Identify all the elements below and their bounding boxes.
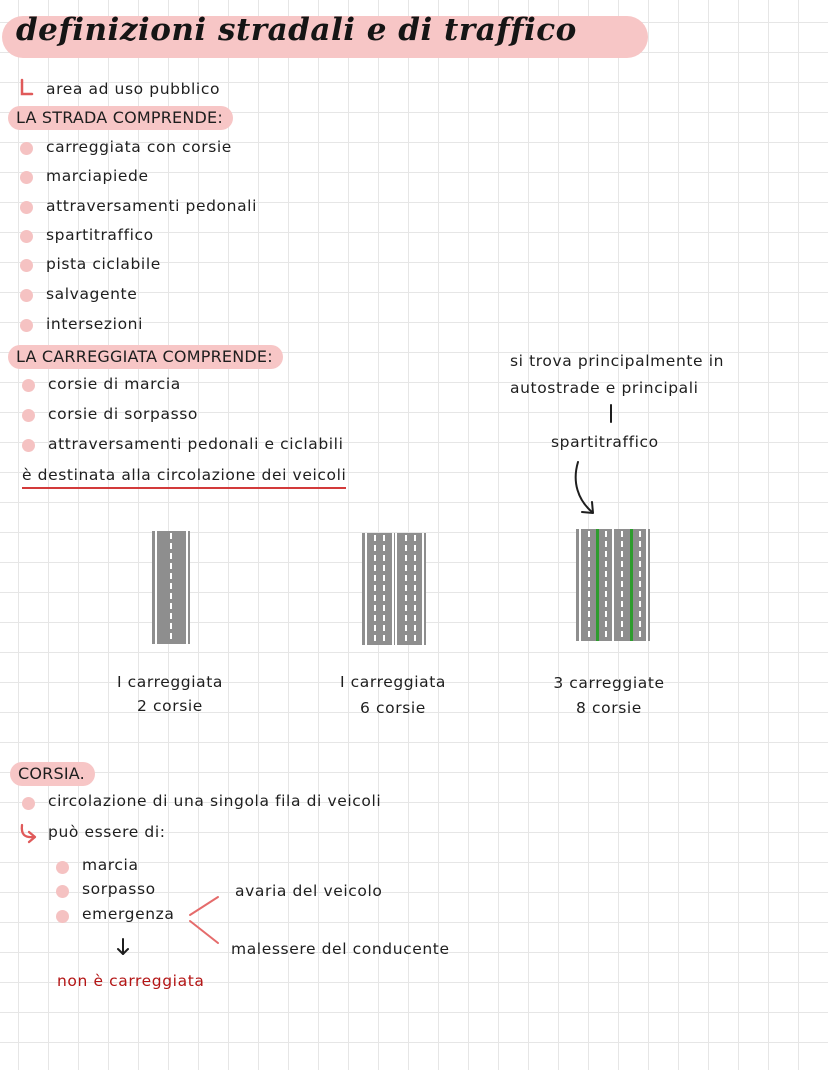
list-item: attraversamenti pedonali [46, 197, 257, 215]
branch-lines [188, 893, 232, 949]
strada-note: area ad uso pubblico [46, 80, 221, 98]
list-item: pista ciclabile [46, 255, 161, 273]
connector-line [608, 404, 614, 424]
road-edge-line [365, 533, 367, 645]
median-divider [630, 529, 633, 641]
list-item: corsie di sorpasso [48, 405, 198, 423]
road-edge-line [186, 531, 188, 644]
curved-arrow-icon [570, 460, 600, 520]
list-item: corsie di marcia [48, 375, 181, 393]
corsia-item: circolazione di una singola fila di veicoli [48, 792, 382, 810]
corsia-type: marcia [82, 856, 139, 874]
lane-divider [414, 535, 416, 643]
bullet-icon [20, 289, 33, 302]
bullet-icon [20, 142, 33, 155]
bullet-icon [20, 171, 33, 184]
corsia-heading: CORSIA. [10, 762, 95, 786]
list-item: marciapiede [46, 167, 149, 185]
corsia-type: sorpasso [82, 880, 156, 898]
bullet-icon [56, 910, 69, 923]
list-item: intersezioni [46, 315, 143, 333]
diagram-caption-1-line2: 2 corsie [137, 697, 203, 715]
diagram-caption-3-line2: 8 corsie [576, 699, 642, 717]
road-edge-line [646, 529, 648, 641]
bullet-icon [20, 259, 33, 272]
diagram-caption-1-line1: I carreggiata [116, 673, 224, 691]
bullet-icon [20, 319, 33, 332]
lane-divider [588, 531, 590, 639]
road-edge-line [579, 529, 581, 641]
bullet-icon [22, 797, 35, 810]
road-surface [362, 533, 426, 645]
bullet-icon [22, 439, 35, 452]
down-arrow-icon [116, 937, 130, 957]
bullet-icon [22, 379, 35, 392]
list-item: attraversamenti pedonali e ciclabili [48, 435, 344, 453]
corsia-note: non è carreggiata [57, 972, 205, 990]
lane-divider [383, 535, 385, 643]
corsia-sub: può essere di: [48, 823, 166, 841]
page-title: definizioni stradali e di traffico [16, 12, 577, 48]
diagram-caption-2-line2: 6 corsie [360, 699, 426, 717]
lane-divider [621, 531, 623, 639]
road-center-line [395, 533, 397, 645]
list-item: salvagente [46, 285, 138, 303]
strada-heading: LA STRADA COMPRENDE: [8, 106, 233, 130]
diagram-caption-3-line1: 3 carreggiate [553, 674, 665, 692]
lane-divider [405, 535, 407, 643]
lane-divider [639, 531, 641, 639]
lane-divider [170, 533, 172, 642]
hook-arrow-icon [18, 822, 40, 844]
lane-divider [374, 535, 376, 643]
road-edge-line [422, 533, 424, 645]
carreggiata-heading: LA CARREGGIATA COMPRENDE: [8, 345, 283, 369]
list-item: spartitraffico [46, 226, 154, 244]
spartitraffico-label: spartitraffico [551, 433, 659, 451]
road-edge-line [155, 531, 157, 644]
list-item: carreggiata con corsie [46, 138, 232, 156]
bullet-icon [20, 201, 33, 214]
corsia-reason-1: avaria del veicolo [235, 882, 383, 900]
carreggiata-destination: è destinata alla circolazione dei veicoli [22, 466, 346, 489]
note-line-2: autostrade e principali [510, 379, 699, 397]
bullet-icon [20, 230, 33, 243]
road-center-line [392, 533, 394, 645]
diagram-caption-2-line1: I carreggiata [339, 673, 447, 691]
corner-arrow-icon [18, 78, 34, 100]
corsia-reason-2: malessere del conducente [231, 940, 450, 958]
bullet-icon [22, 409, 35, 422]
median-divider [596, 529, 599, 641]
note-line-1: si trova principalmente in [510, 352, 725, 370]
road-center-line [612, 529, 614, 641]
lane-divider [605, 531, 607, 639]
bullet-icon [56, 861, 69, 874]
corsia-type: emergenza [82, 905, 175, 923]
bullet-icon [56, 885, 69, 898]
